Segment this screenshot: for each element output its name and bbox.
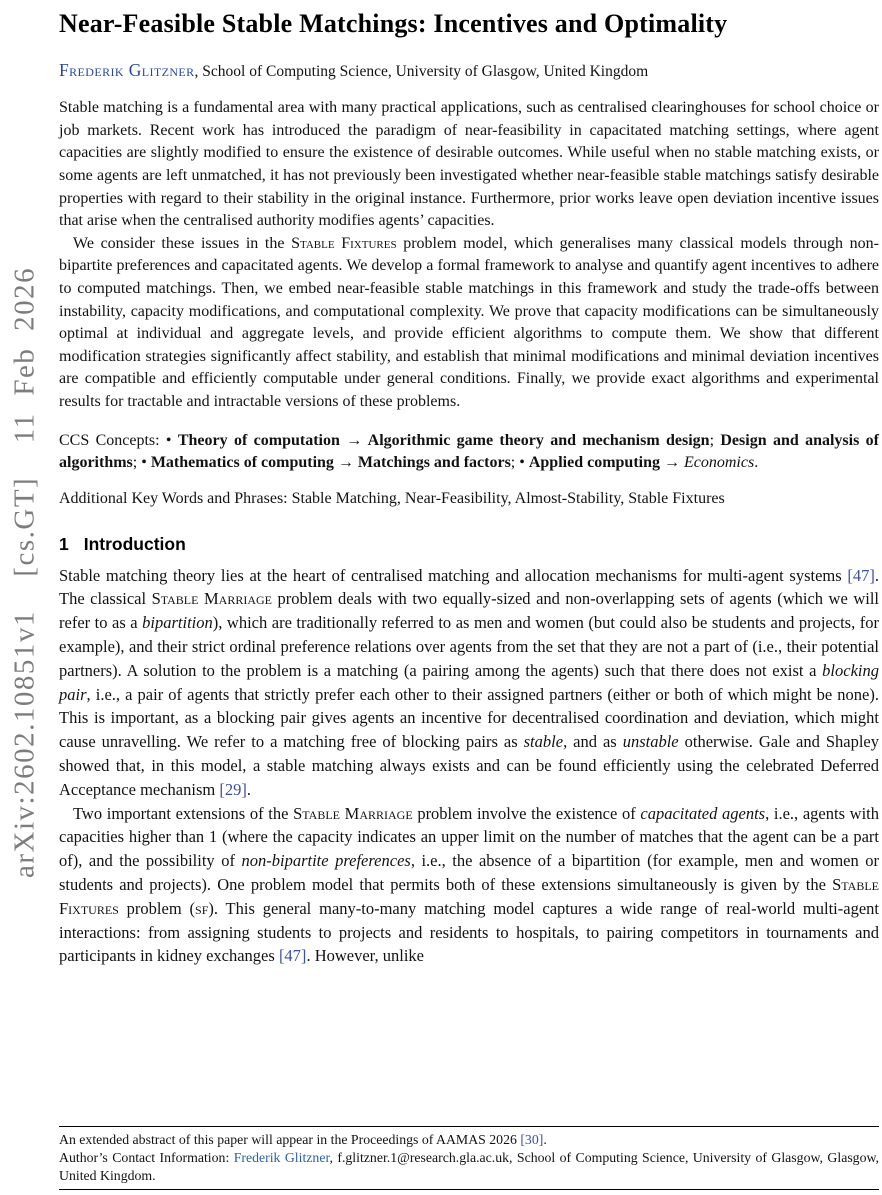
text-segment: Author’s Contact Information:: [59, 1150, 234, 1166]
text-segment: bipartition: [142, 613, 213, 633]
text-segment: Stable matching is a fundamental area with many practical applications, such as centralised clearinghouses for school choice or job markets. Recent work has introduced the paradigm of near-feasibility in capacitated matching settings, where agent capacities are slightly modified to ensure the existence of desirable outcomes. While useful when no stable matching exists, or some agents are left unmatched, it has not previously been investigated whether near-feasible stable matchings satisfy desirable properties with regard to their stability in the original instance. Furthermore, prior works leave open deviation incentive issues that arise when the centralised authority modifies agents’ capacities.: [59, 99, 879, 230]
text-segment: non-bipartite preferences: [241, 851, 411, 871]
text-segment: →: [659, 454, 684, 472]
text-segment: problem deals with two equally-sized and non-overlapping sets of agents (which we will refer to as a: [59, 589, 879, 633]
paper-title: Near-Feasible Stable Matchings: Incentives and Optimality: [59, 9, 728, 38]
abstract-paragraph-2: [59, 233, 879, 414]
text-segment: ; •: [510, 454, 529, 472]
footnote-block: [59, 1126, 879, 1186]
section-number: 1: [59, 533, 69, 554]
section-title: Introduction: [83, 533, 186, 554]
citation-link[interactable]: [29]: [219, 779, 247, 799]
text-segment: Additional Key Words and Phrases: Stable Matching, Near-Feasibility, Almost-Stability, Stable Fixtures: [59, 489, 725, 507]
text-segment: ), which are traditionally referred to as men and women (but could also be students and projects, for example), and their strict ordinal preference relations over agents from the set that they are not a part of (i.e., their potential partners). A solution to the problem is a matching (a pairing among the agents) such that there does not exist a: [59, 613, 879, 680]
arxiv-watermark-text: arXiv:2602.10851v1 [cs.GT] 11 Feb 2026: [8, 266, 41, 879]
text-segment: We consider these issues in the: [73, 234, 292, 252]
text-segment: Mathematics of computing → Matchings and factors: [150, 454, 511, 472]
text-segment: capacitated agents: [640, 803, 766, 823]
text-segment: , and as: [563, 732, 623, 752]
text-segment: .: [543, 1132, 547, 1147]
ccs-concepts-line: [59, 430, 879, 475]
text-segment: . The classical: [59, 565, 879, 609]
text-segment: CCS Concepts: •: [59, 431, 178, 449]
text-segment: Stable Fixtures: [291, 234, 397, 252]
text-segment: Stable Marriage: [293, 803, 413, 823]
citation-link[interactable]: [47]: [278, 946, 307, 966]
author-name: Frederik Glitzner: [59, 60, 195, 81]
text-segment: .: [246, 779, 251, 799]
text-segment: . However, unlike: [306, 946, 424, 966]
text-segment: ). This general many-to-many matching model captures a wide range of real-world multi-agent interactions: from assigning students to projects and residents to hospitals, to pairing competitors in tournaments and participants in kidney exchanges: [59, 898, 879, 966]
text-segment: Applied computing: [528, 454, 660, 472]
text-segment: problem involve the existence of: [412, 803, 641, 823]
text-segment: stable: [523, 732, 564, 752]
text-segment: Economics: [683, 454, 755, 472]
footnote-aamas: [59, 1131, 879, 1149]
section-1-heading: [59, 534, 879, 554]
author-affiliation: , School of Computing Science, University of Glasgow, United Kingdom: [194, 63, 649, 81]
citation-link[interactable]: [30]: [520, 1132, 544, 1147]
author-byline: [59, 59, 879, 83]
author-contact-link[interactable]: Frederik Glitzner: [233, 1150, 330, 1166]
keywords-line: [59, 487, 879, 510]
text-segment: problem model, which generalises many classical models through non-bipartite preferences and capacitated agents. We develop a formal framework to analyse and quantify agent incentives to adhere to computed matchings. Then, we embed near-feasible stable matchings in this framework and study the trade-offs between instability, capacity modifications, and computational complexity. We prove that capacity modifications can be simultaneously optimal at individual and aggregate levels, and provide efficient algorithms to compute them. We show that different modification strategies significantly affect stability, and establish that minimal modifications and minimal deviation incentives are compatible and efficiently computable under general conditions. Finally, we provide exact algorithms and experimental results for tractable and intractable versions of these problems.: [59, 234, 879, 410]
intro-paragraph-2: [59, 802, 879, 969]
text-segment: Stable Marriage: [151, 589, 272, 609]
intro-paragraph-1: [59, 564, 879, 802]
paper-content: [59, 0, 879, 968]
text-segment: Stable Fixtures: [59, 875, 879, 918]
text-segment: Design and analysis of algorithms: [59, 431, 879, 472]
footnote-rule: [59, 1126, 879, 1127]
page-bottom-rule: [59, 1189, 879, 1190]
text-segment: An extended abstract of this paper will appear in the Proceedings of AAMAS 2026: [59, 1132, 521, 1147]
text-segment: ;: [709, 431, 721, 449]
text-segment: .: [754, 454, 759, 472]
text-segment: sf: [195, 898, 209, 918]
text-segment: Stable matching theory lies at the heart of centralised matching and allocation mechanisms for multi-agent systems: [59, 565, 848, 585]
citation-link[interactable]: [47]: [847, 565, 875, 585]
text-segment: , i.e., the absence of a bipartition (for example, men and women or students and projects). One problem model that permits both of these extensions simultaneously is given by the: [59, 851, 879, 895]
arxiv-watermark: [2, 200, 48, 945]
text-segment: , f.glitzner.1@research.gla.ac.uk, School of Computing Science, University of Glasgow, Glasgow, United Kingdom.: [59, 1150, 879, 1184]
text-segment: unstable: [622, 732, 679, 752]
text-segment: problem (: [118, 898, 196, 918]
footnote-contact: [59, 1149, 879, 1185]
text-segment: blocking pair: [59, 660, 879, 704]
text-segment: ; •: [132, 454, 151, 472]
text-segment: Theory of computation → Algorithmic game theory and mechanism design: [177, 431, 710, 449]
text-segment: otherwise. Gale and Shapley showed that, in this model, a stable matching always exists and can be found efficiently using the celebrated Deferred Acceptance mechanism: [59, 732, 879, 799]
text-segment: , i.e., agents with capacities higher than 1 (where the capacity indicates an upper limit on the number of matches that the agent can be a part of), and the possibility of: [59, 803, 879, 871]
text-segment: Two important extensions of the: [73, 803, 294, 823]
abstract-paragraph-1: [59, 97, 879, 233]
text-segment: , i.e., a pair of agents that strictly prefer each other to their assigned partners (either or both of which might be none). This is important, as a blocking pair gives agents an incentive for decentralised coordination and deviation, which might cause unravelling. We refer to a matching free of blocking pairs as: [59, 684, 879, 752]
